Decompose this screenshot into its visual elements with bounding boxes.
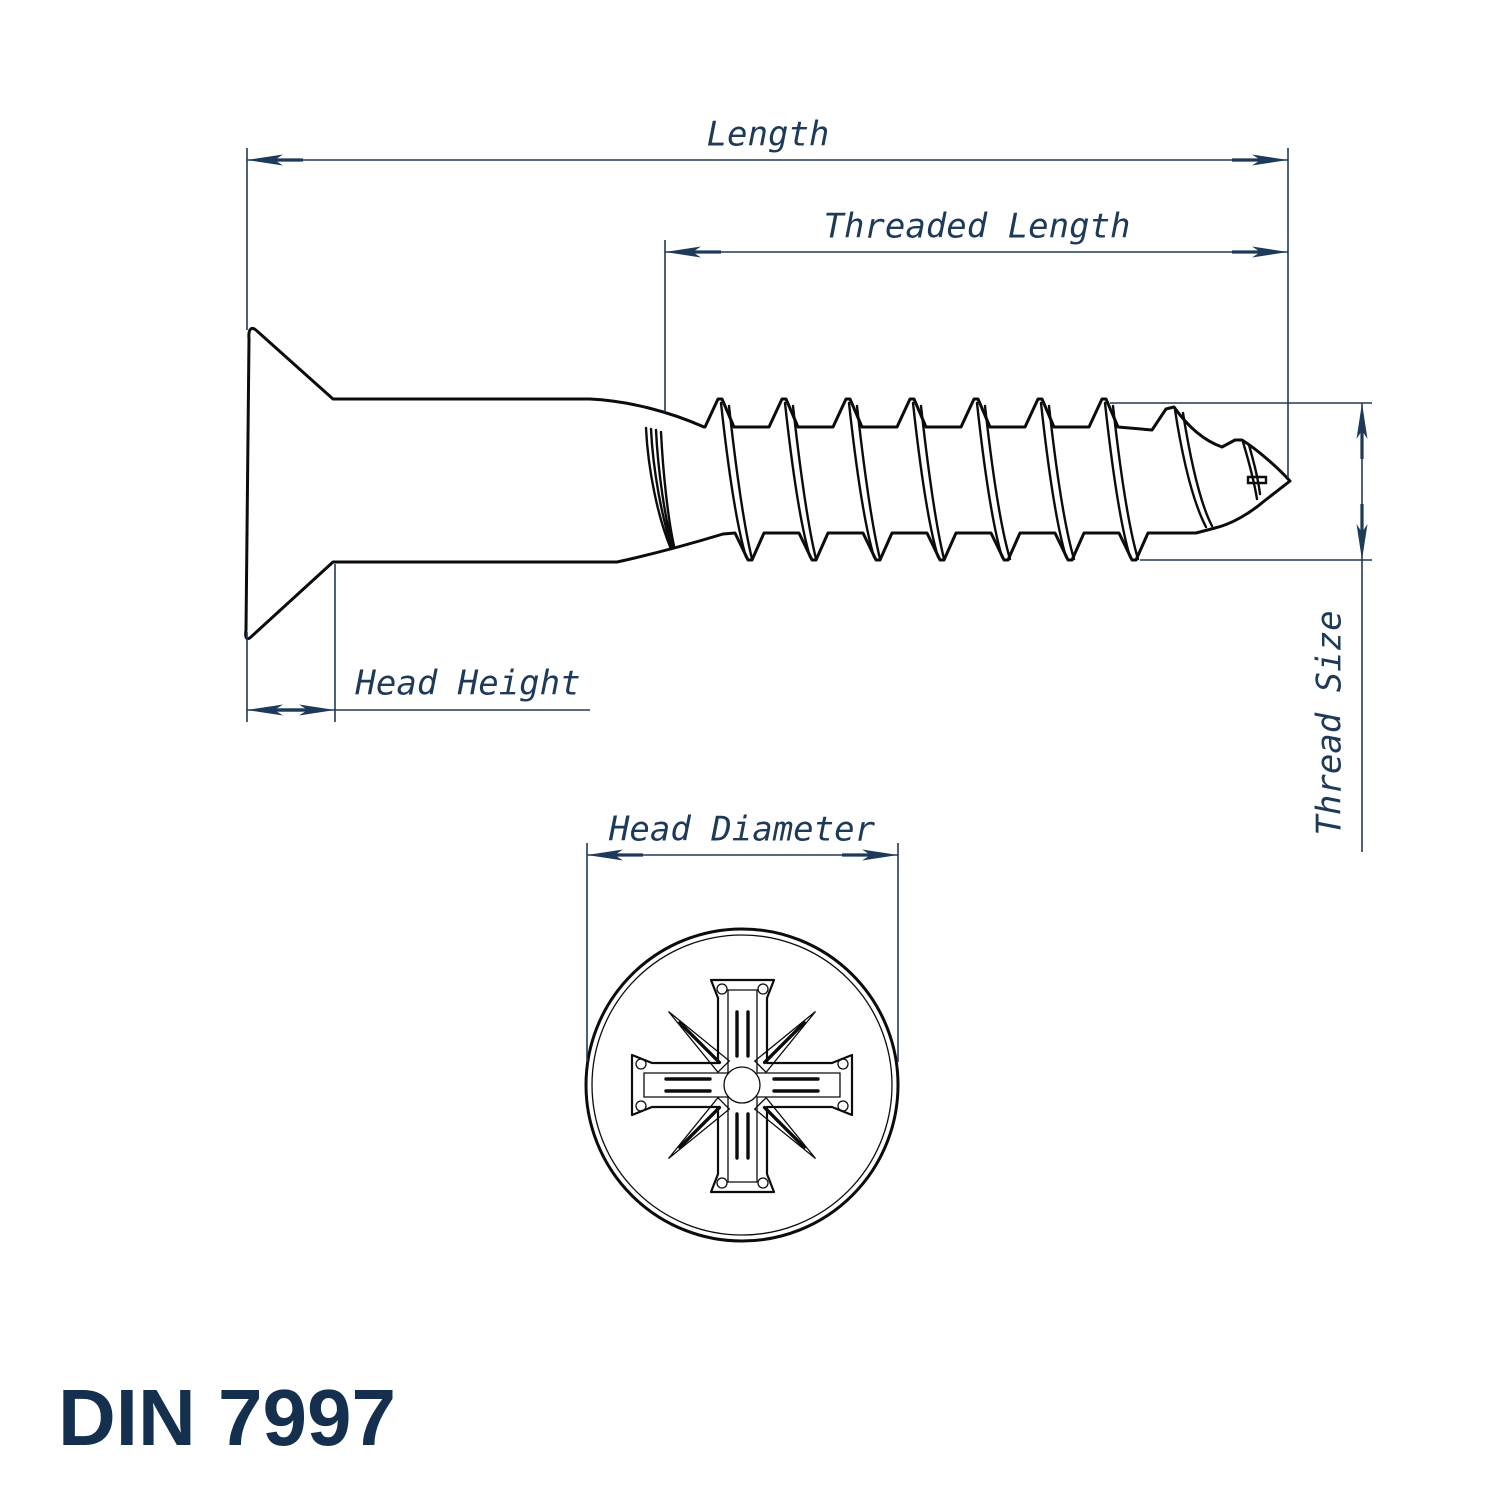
pozidriv-ray-cores (680, 1023, 804, 1147)
arrow-right-icon (1232, 247, 1288, 258)
pozidriv-center-circle (724, 1067, 760, 1103)
arrow-right-icon (279, 705, 335, 716)
screw-silhouette (246, 328, 1290, 638)
arrow-down-icon (1357, 504, 1368, 560)
arrow-left-icon (665, 247, 721, 258)
dim-head-diameter (587, 843, 898, 1062)
standard-title: DIN 7997 (58, 1373, 396, 1462)
dim-label-head-diameter: Head Diameter (608, 809, 876, 850)
arrow-left-icon (587, 850, 643, 861)
dimension-linework (247, 148, 1372, 1062)
pozidriv-outer-cross (632, 980, 852, 1192)
dim-label-head-height: Head Height (355, 663, 581, 704)
arrow-right-icon (842, 850, 898, 861)
pozidriv-cap-dots (636, 984, 848, 1188)
dim-length (247, 148, 1288, 722)
side-view-screw (246, 328, 1290, 638)
arrow-left-icon (247, 155, 303, 166)
arrow-up-icon (1357, 403, 1368, 459)
dim-threaded-length (665, 240, 1288, 412)
dim-label-thread-size: Thread Size (1309, 610, 1350, 836)
arrow-right-icon (1232, 155, 1288, 166)
dim-label-length: Length (706, 114, 830, 155)
dim-label-threaded-length: Threaded Length (823, 206, 1131, 247)
thread-runout-fan (646, 428, 674, 549)
front-view-head (586, 929, 898, 1241)
